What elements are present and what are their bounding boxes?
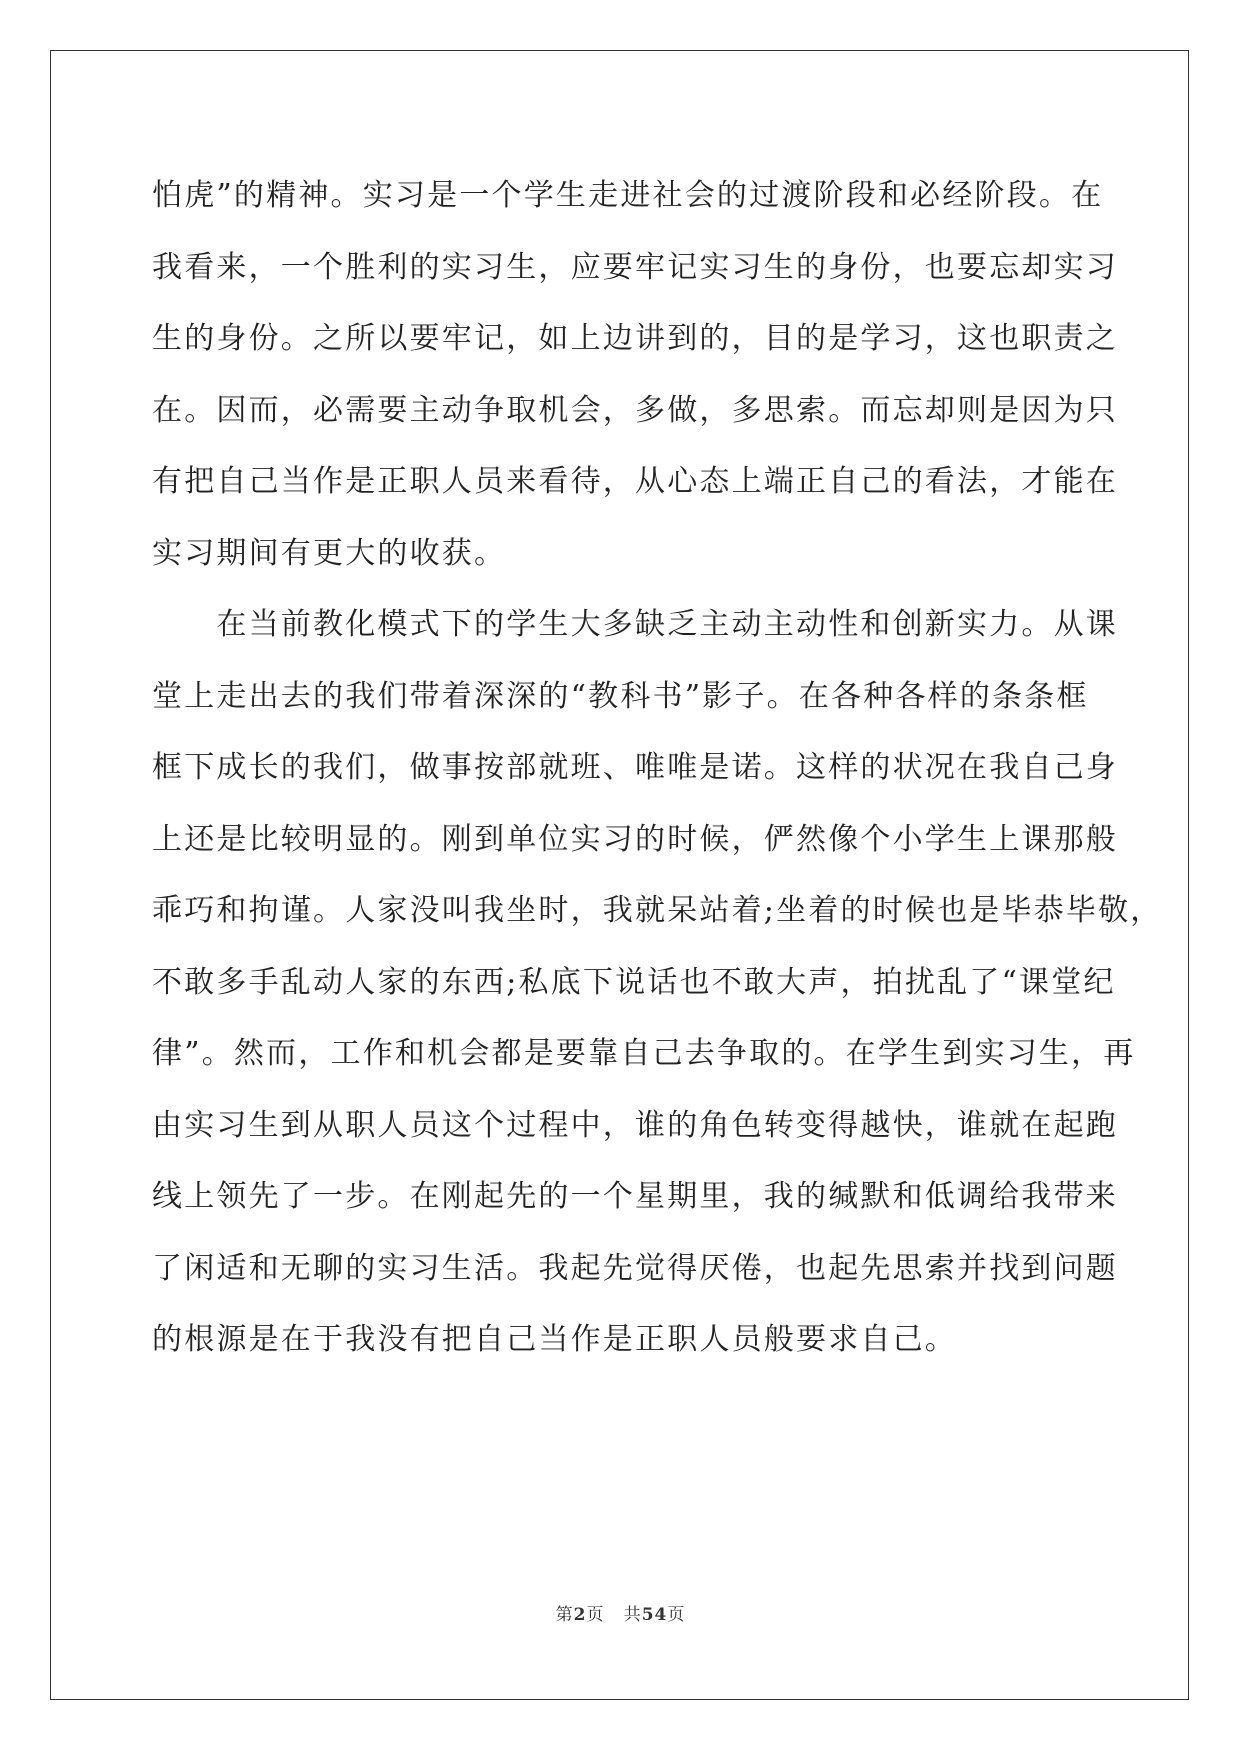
text-line: 有把自己当作是正职人员来看待，从心态上端正自己的看法，才能在 [152,464,1118,499]
text-line: 我看来，一个胜利的实习生，应要牢记实习生的身份，也要忘却实习 [152,249,1118,285]
page-number: 2 [573,1605,587,1625]
text-line: 的根源是在于我没有把自己当作是正职人员般要求自己。 [152,1322,957,1357]
paragraph-1 [152,160,1118,589]
text-line: 在当前教化模式下的学生大多缺乏主动主动性和创新实力。从课 [152,607,1118,642]
page-suffix: 页 [586,1605,605,1625]
text-line: 律”。然而，工作和机会都是要靠自己去争取的。在学生到实习生，再 [152,1036,1136,1071]
text-line: 线上领先了一步。在刚起先的一个星期里，我的缄默和低调给我带来 [152,1179,1118,1214]
text-line: 在。因而，必需要主动争取机会，多做，多思索。而忘却则是因为只 [152,392,1118,428]
page-footer [0,1600,1241,1625]
text-line: 生的身份。之所以要牢记，如上边讲到的，目的是学习，这也职责之 [152,321,1118,356]
text-line: 堂上走出去的我们带着深深的“教科书”影子。在各种各样的条条框 [152,678,1089,714]
total-prefix: 共 [623,1605,642,1625]
text-line: 了闲适和无聊的实习生活。我起先觉得厌倦，也起先思索并找到问题 [152,1250,1118,1286]
text-line: 怕虎”的精神。实习是一个学生走进社会的过渡阶段和必经阶段。在 [152,178,1104,213]
document-body [152,160,1163,1376]
text-line: 框下成长的我们，做事按部就班、唯唯是诺。这样的状况在我自己身 [152,750,1118,785]
paragraph-2 [152,589,1163,1376]
page-prefix: 第 [555,1605,574,1625]
text-line: 实习期间有更大的收获。 [152,535,507,571]
text-line: 乖巧和拘谨。人家没叫我坐时，我就呆站着;坐着的时候也是毕恭毕敬， [152,893,1163,928]
total-suffix: 页 [667,1605,686,1625]
text-line: 不敢多手乱动人家的东西;私底下说话也不敢大声，拍扰乱了“课堂纪 [152,964,1116,1000]
text-line: 由实习生到从职人员这个过程中，谁的角色转变得越快，谁就在起跑 [152,1107,1118,1143]
text-line: 上还是比较明显的。刚到单位实习的时候，俨然像个小学生上课那般 [152,821,1118,857]
total-pages: 54 [641,1605,668,1625]
